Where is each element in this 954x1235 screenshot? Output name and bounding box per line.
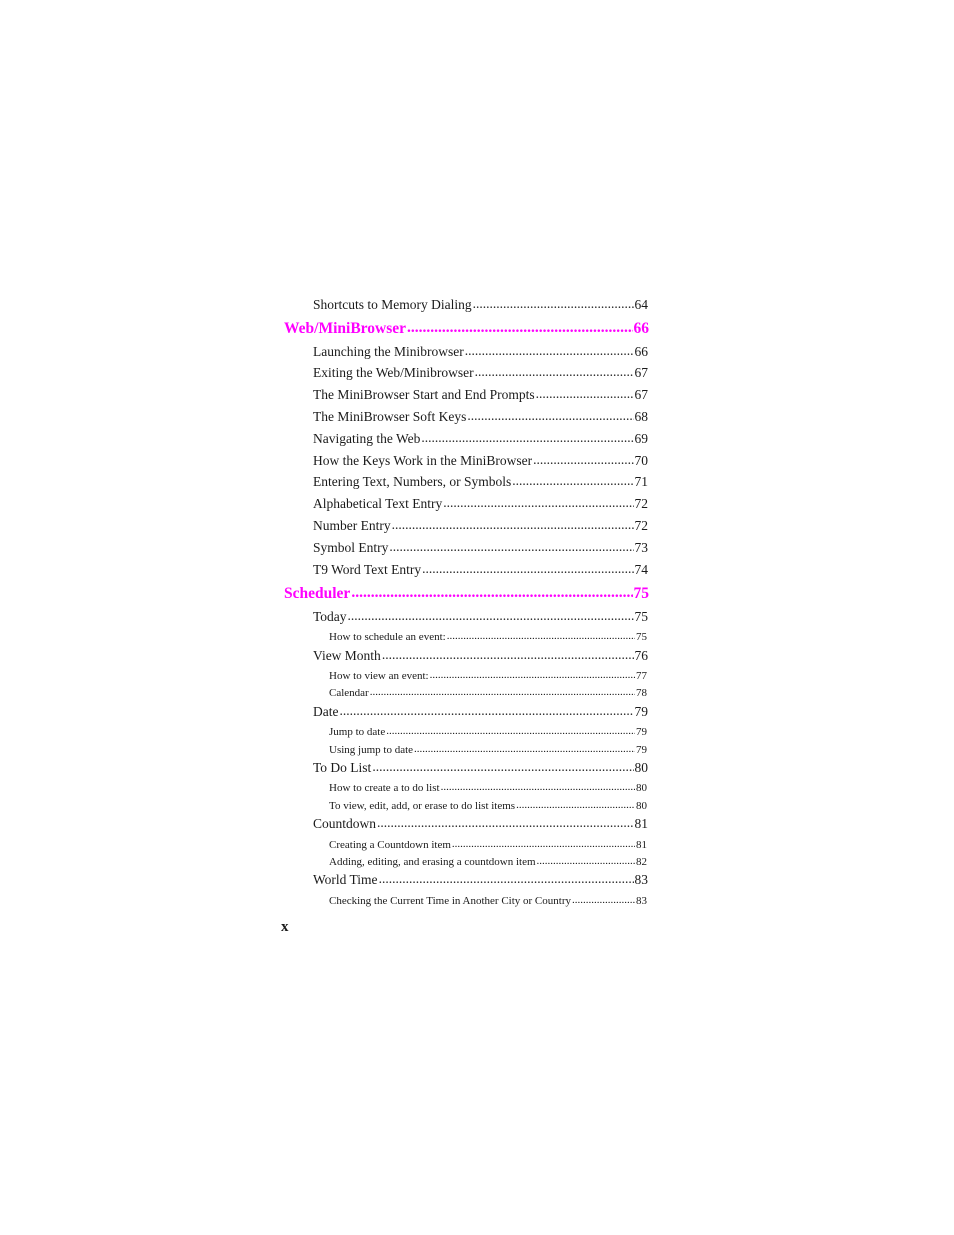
toc-entry-title: How the Keys Work in the MiniBrowser bbox=[313, 453, 533, 468]
toc-entry-title: Using jump to date bbox=[329, 744, 414, 756]
toc-entry-title: Web/MiniBrowser bbox=[284, 320, 406, 337]
dot-leader bbox=[533, 452, 633, 468]
toc-entry-title: How to create a to do list bbox=[329, 782, 440, 794]
dot-leader bbox=[473, 296, 634, 312]
dot-leader bbox=[377, 815, 633, 831]
toc-entry[interactable] bbox=[313, 518, 648, 534]
toc-entry-page: 72 bbox=[634, 496, 648, 511]
toc-entry[interactable] bbox=[313, 453, 648, 469]
toc-entry-title: Entering Text, Numbers, or Symbols bbox=[313, 474, 512, 489]
toc-entry[interactable] bbox=[313, 816, 648, 832]
toc-entry-title: Shortcuts to Memory Dialing bbox=[313, 297, 472, 312]
toc-entry-title: T9 Word Text Entry bbox=[313, 562, 422, 577]
dot-leader bbox=[516, 799, 635, 811]
toc-entry[interactable] bbox=[313, 496, 648, 512]
toc-entry-page: 79 bbox=[636, 726, 647, 738]
dot-leader bbox=[572, 894, 635, 906]
toc-entry[interactable] bbox=[313, 648, 648, 664]
toc-entry-title: Checking the Current Time in Another City or Country bbox=[329, 895, 571, 907]
toc-entry[interactable] bbox=[329, 631, 647, 643]
toc-entry-page: 75 bbox=[633, 585, 649, 602]
toc-entry[interactable] bbox=[313, 760, 648, 776]
dot-leader bbox=[414, 743, 635, 755]
toc-entry-title: The MiniBrowser Soft Keys bbox=[313, 409, 467, 424]
toc-entry[interactable] bbox=[313, 297, 648, 313]
dot-leader bbox=[447, 630, 635, 642]
toc-entry-title: To view, edit, add, or erase to do list items bbox=[329, 800, 516, 812]
toc-entry[interactable] bbox=[313, 431, 648, 447]
dot-leader bbox=[339, 703, 633, 719]
toc-entry-title: Number Entry bbox=[313, 518, 391, 533]
toc-entry[interactable] bbox=[313, 387, 648, 403]
dot-leader bbox=[430, 669, 635, 681]
dot-leader bbox=[389, 539, 633, 555]
dot-leader bbox=[512, 473, 633, 489]
dot-leader bbox=[348, 608, 634, 624]
toc-entry-title: World Time bbox=[313, 872, 378, 887]
toc-entry[interactable] bbox=[313, 609, 648, 625]
toc-section-heading[interactable] bbox=[284, 320, 649, 338]
toc-entry-page: 83 bbox=[634, 872, 648, 887]
toc-entry-page: 79 bbox=[634, 704, 648, 719]
toc-entry[interactable] bbox=[313, 704, 648, 720]
toc-entry-page: 75 bbox=[636, 631, 647, 643]
toc-entry-title: Today bbox=[313, 609, 347, 624]
toc-entry-title: Alphabetical Text Entry bbox=[313, 496, 443, 511]
toc-entry-title: Date bbox=[313, 704, 339, 719]
toc-entry-page: 74 bbox=[634, 562, 648, 577]
toc-entry-page: 81 bbox=[634, 816, 648, 831]
dot-leader bbox=[382, 647, 634, 663]
toc-entry-page: 80 bbox=[636, 782, 647, 794]
dot-leader bbox=[441, 781, 635, 793]
dot-leader bbox=[407, 319, 633, 337]
toc-entry-page: 76 bbox=[634, 648, 648, 663]
toc-entry[interactable] bbox=[329, 782, 647, 794]
toc-entry-title: Adding, editing, and erasing a countdown item bbox=[329, 856, 536, 868]
toc-entry-page: 66 bbox=[633, 320, 649, 337]
toc-entry-page: 81 bbox=[636, 839, 647, 851]
toc-entry-page: 66 bbox=[634, 344, 648, 359]
toc-entry[interactable] bbox=[329, 895, 647, 907]
dot-leader bbox=[372, 759, 633, 775]
toc-entry[interactable] bbox=[329, 670, 647, 682]
dot-leader bbox=[422, 561, 633, 577]
toc-entry-page: 78 bbox=[636, 687, 647, 699]
toc-entry-title: Exiting the Web/Minibrowser bbox=[313, 365, 474, 380]
toc-entry[interactable] bbox=[329, 800, 647, 812]
toc-entry-page: 80 bbox=[636, 800, 647, 812]
toc-entry-title: To Do List bbox=[313, 760, 372, 775]
dot-leader bbox=[467, 408, 633, 424]
toc-entry[interactable] bbox=[313, 562, 648, 578]
toc-entry-page: 67 bbox=[634, 387, 648, 402]
toc-entry-title: Navigating the Web bbox=[313, 431, 421, 446]
toc-entry-page: 64 bbox=[634, 297, 648, 312]
toc-entry-page: 79 bbox=[636, 744, 647, 756]
toc-entry[interactable] bbox=[313, 365, 648, 381]
dot-leader bbox=[392, 517, 634, 533]
toc-entry-page: 80 bbox=[634, 760, 648, 775]
toc-entry-page: 83 bbox=[636, 895, 647, 907]
toc-entry-page: 82 bbox=[636, 856, 647, 868]
toc-entry[interactable] bbox=[313, 872, 648, 888]
dot-leader bbox=[379, 871, 634, 887]
toc-entry-page: 72 bbox=[634, 518, 648, 533]
toc-entry-page: 73 bbox=[634, 540, 648, 555]
dot-leader bbox=[421, 430, 633, 446]
toc-entry-page: 69 bbox=[634, 431, 648, 446]
toc-entry-page: 70 bbox=[634, 453, 648, 468]
toc-entry-title: The MiniBrowser Start and End Prompts bbox=[313, 387, 535, 402]
toc-entry-title: Calendar bbox=[329, 687, 369, 699]
toc-entry[interactable] bbox=[329, 726, 647, 738]
dot-leader bbox=[452, 838, 635, 850]
toc-entry-title: Countdown bbox=[313, 816, 377, 831]
dot-leader bbox=[475, 364, 634, 380]
toc-entry[interactable] bbox=[313, 474, 648, 490]
toc-entry-title: Jump to date bbox=[329, 726, 386, 738]
dot-leader bbox=[536, 386, 634, 402]
dot-leader bbox=[537, 855, 635, 867]
toc-entry-title: Launching the Minibrowser bbox=[313, 344, 464, 359]
dot-leader bbox=[351, 584, 632, 602]
toc-entry-page: 68 bbox=[634, 409, 648, 424]
toc-section-heading[interactable] bbox=[284, 585, 649, 603]
toc-entry-title: Creating a Countdown item bbox=[329, 839, 451, 851]
dot-leader bbox=[370, 686, 635, 698]
dot-leader bbox=[465, 343, 634, 359]
toc-entry-page: 67 bbox=[634, 365, 648, 380]
toc-entry[interactable] bbox=[329, 856, 647, 868]
page-number: x bbox=[281, 919, 289, 935]
toc-entry-page: 71 bbox=[634, 474, 648, 489]
toc-entry-title: View Month bbox=[313, 648, 381, 663]
toc-entry-title: Scheduler bbox=[284, 585, 351, 602]
toc-entry[interactable] bbox=[313, 540, 648, 556]
toc-entry[interactable] bbox=[329, 839, 647, 851]
toc-entry-title: How to view an event: bbox=[329, 670, 429, 682]
dot-leader bbox=[386, 725, 635, 737]
toc-entry[interactable] bbox=[329, 744, 647, 756]
toc-entry[interactable] bbox=[313, 344, 648, 360]
toc-entry-title: How to schedule an event: bbox=[329, 631, 446, 643]
toc-entry[interactable] bbox=[313, 409, 648, 425]
toc-entry-title: Symbol Entry bbox=[313, 540, 389, 555]
dot-leader bbox=[443, 495, 633, 511]
toc-entry[interactable] bbox=[329, 687, 647, 699]
toc-entry-page: 77 bbox=[636, 670, 647, 682]
toc-entry-page: 75 bbox=[634, 609, 648, 624]
